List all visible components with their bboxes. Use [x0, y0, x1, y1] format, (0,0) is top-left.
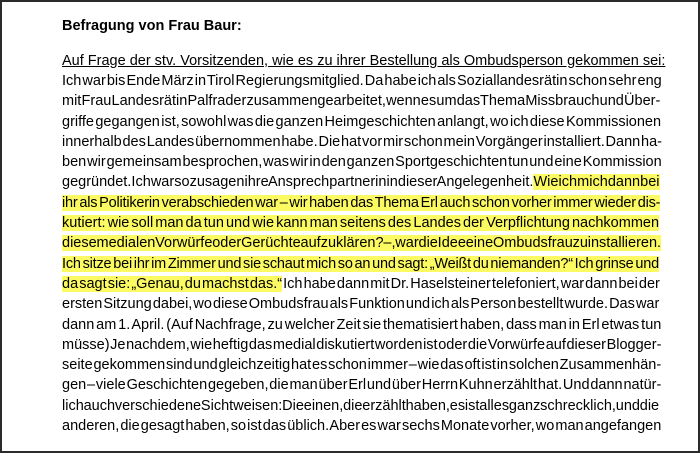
text-line — [62, 355, 662, 375]
line-text: ben wir gemeinsam besprochen, was wir in den ganzen Sportgeschichten tun und eine Kommission — [62, 154, 662, 171]
highlighted-text: Wie ich mich dann bei — [533, 174, 660, 191]
highlighted-text: Ich sitze bei ihr im Zimmer und sie schaut mich so an und sagt: „Weißt du niemanden?“ Ich grinse und — [62, 255, 659, 272]
text-line — [62, 294, 662, 314]
highlighted-text: da sagt sie: „Genau, du machst das.“ — [62, 275, 283, 292]
text-line — [62, 254, 662, 274]
question-line: Auf Frage der stv. Vorsitzenden, wie es zu ihrer Bestellung als Ombudsperson gekommen sei: — [62, 53, 666, 69]
line-text: müsse) Je nachdem, wie heftig das medial diskutiert worden ist oder die Vorwürfe auf dieser Blogger- — [62, 336, 662, 353]
line-text: dann am 1. April. (Auf Nachfrage, zu welcher Zeit sie thematisiert haben, dass man in Erl etwas tun — [62, 316, 662, 333]
line-text: lich auch verschiedene Sichtweisen: Die einen, die erzählt haben, es ist alles ganz schrecklich, und die — [62, 397, 660, 414]
text-line — [62, 112, 662, 132]
line-text: gegründet. Ich war sozusagen ihre Ansprechpartnerin in dieser Angelegenheit. — [62, 174, 534, 191]
text-line — [62, 416, 662, 436]
line-text: mit Frau Landesrätin Palfrader zusammengearbeitet, wenn es um das Thema Missbrauch und Über- — [62, 93, 661, 110]
line-text: seite gekommen sind und gleichzeitig hat es schon immer – wie das oft ist in solchen Zusammenhän- — [62, 357, 662, 374]
text-line — [62, 193, 662, 213]
highlighted-text: diese medialen Vorwürfe oder Gerüchte aufzuklären? –, war die Idee eine Ombudsfrau zu installieren. — [62, 235, 662, 252]
line-text: anderen, die gesagt haben, so ist das üblich. Aber es war sechs Monate vorher, wo man angefangen — [62, 418, 662, 435]
line-text: ersten Sitzung dabei, wo diese Ombudsfrau als Funktion und ich als Person bestellt wurde. Das war — [62, 296, 660, 313]
highlighted-text: ihr als Politikerin verabschieden war – wir haben das Thema Erl auch schon vorher immer wieder dis- — [62, 194, 661, 211]
line-text: gen – viele Geschichten gegeben, die man über Erl und über Herrn Kuhn erzählt hat. Und dann natür- — [62, 377, 662, 394]
line-text: Ich war bis Ende März in Tirol Regierungsmitglied. Da habe ich als Soziallandesrätin schon sehr eng — [62, 73, 662, 89]
text-line — [62, 91, 662, 111]
text-line — [62, 335, 662, 355]
text-line — [62, 274, 662, 294]
text-line — [62, 375, 662, 395]
text-line — [62, 71, 662, 91]
text-line — [62, 132, 662, 152]
highlighted-text: kutiert: wie soll man da tun und wie kann man seitens des Landes der Verpflichtung nachkommen — [62, 215, 660, 232]
text-line — [62, 233, 662, 253]
text-line — [62, 315, 662, 335]
text-line — [62, 213, 662, 233]
line-text: Ich habe dann mit Dr. Haselsteiner telefoniert, war dann bei der — [282, 275, 660, 292]
section-heading: Befragung von Frau Baur: — [62, 18, 242, 34]
document-body — [62, 16, 666, 436]
text-line — [62, 172, 662, 192]
text-line — [62, 152, 662, 172]
line-text: innerhalb des Landes übernommen habe. Die hat vor mir schon mein Vorgänger installiert. Dann ha- — [62, 133, 663, 150]
line-text: griffe gegangen ist, sowohl was die ganzen Heimgeschichten anlangt, wo ich diese Kommissionen — [62, 113, 662, 130]
text-line — [62, 396, 662, 416]
